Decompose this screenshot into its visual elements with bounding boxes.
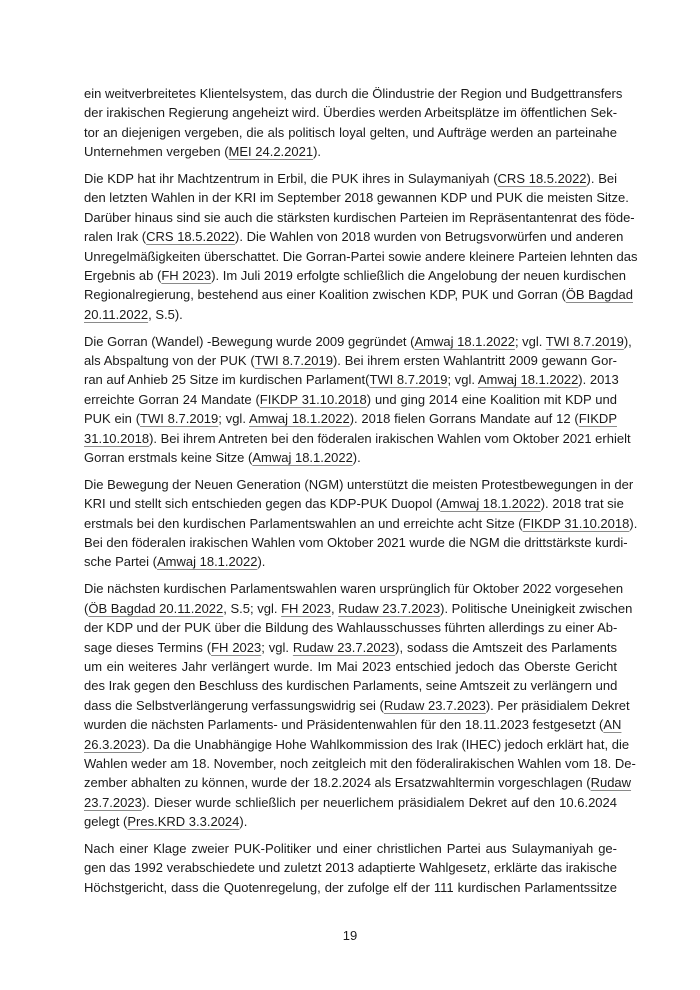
text-segment: des Irak gegen den Beschluss des kurdischen Parlaments, seine Amtszeit zu verlängern und bbox=[84, 678, 618, 694]
paragraph bbox=[84, 579, 636, 831]
text-segment: ). Die Wahlen von 2018 wurden von Betrugsvorwürfen und anderen bbox=[235, 229, 624, 245]
text-segment: Die Bewegung der Neuen Generation (NGM) unterstützt die meisten Protestbewegungen in der bbox=[84, 476, 634, 492]
text-segment: ). Bei ihrem ersten Wahlantritt 2009 gewann Gor- bbox=[332, 353, 617, 369]
text-line bbox=[84, 878, 617, 897]
citation-link[interactable]: FH 2023 bbox=[161, 268, 212, 284]
text-line bbox=[84, 475, 634, 494]
text-line bbox=[84, 657, 617, 676]
text-segment: ). bbox=[629, 515, 638, 531]
text-line bbox=[84, 533, 628, 552]
text-segment: ), bbox=[623, 333, 632, 349]
text-segment: ). bbox=[257, 554, 266, 570]
citation-link[interactable]: 23.7.2023 bbox=[84, 794, 142, 810]
text-line bbox=[84, 793, 617, 812]
citation-link[interactable]: ÖB Bagdad 20.11.2022 bbox=[88, 600, 224, 616]
text-segment: sche Partei ( bbox=[84, 554, 157, 570]
text-segment: ). 2013 bbox=[578, 372, 619, 388]
citation-link[interactable]: Amwaj 18.1.2022 bbox=[477, 372, 579, 388]
text-segment: PUK ein ( bbox=[84, 411, 141, 427]
text-segment: ; vgl. bbox=[218, 411, 250, 427]
text-segment: ). 2018 trat sie bbox=[540, 496, 624, 512]
citation-link[interactable]: FH 2023 bbox=[211, 639, 262, 655]
text-line bbox=[84, 169, 617, 188]
text-segment: Gorran erstmals keine Sitze ( bbox=[84, 450, 253, 466]
citation-link[interactable]: TWI 8.7.2019 bbox=[545, 333, 624, 349]
text-segment: ein weitverbreitetes Klientelsystem, das durch die Ölindustrie der Region und Budgettransfers bbox=[84, 86, 623, 101]
text-line bbox=[84, 142, 617, 161]
citation-link[interactable]: CRS 18.5.2022 bbox=[146, 229, 236, 245]
text-segment: der KDP und der PUK über die Bildung des Wahlausschusses führten allerdings zu einer Ab- bbox=[84, 620, 618, 636]
text-segment: ). Bei ihrem Antreten bei den föderalen irakischen Wahlen vom Oktober 2021 erhielt bbox=[149, 430, 631, 446]
text-segment: Unternehmen vergeben ( bbox=[84, 144, 229, 160]
citation-link[interactable]: FIKDP bbox=[578, 411, 617, 427]
text-segment: als Abspaltung von der PUK ( bbox=[84, 353, 255, 369]
paragraph bbox=[84, 839, 617, 897]
text-line bbox=[84, 715, 622, 734]
text-segment: ). Per präsidialem Dekret bbox=[485, 697, 630, 713]
text-segment: ( bbox=[84, 600, 89, 616]
text-segment: ). bbox=[239, 814, 248, 830]
text-segment: Regionalregierung, bestehend aus einer Koalition zwischen KDP, PUK und Gorran ( bbox=[84, 287, 566, 303]
text-segment: ). Bei bbox=[586, 171, 617, 187]
citation-link[interactable]: 31.10.2018 bbox=[84, 430, 150, 446]
text-line bbox=[84, 429, 631, 448]
text-segment: Höchstgericht, dass die Quotenregelung, der zufolge elf der 111 kurdischen Parlamentssitze bbox=[84, 879, 617, 895]
text-line bbox=[84, 208, 635, 227]
text-line bbox=[84, 285, 633, 304]
text-segment: Wahlen weder am 18. November, noch zeitgleich mit den föderalirakischen Wahlen vom 18. De- bbox=[84, 755, 636, 771]
document-body bbox=[84, 84, 638, 905]
text-segment: erstmals bei den kurdischen Parlamentswahlen an und erreichte acht Sitze ( bbox=[84, 515, 523, 531]
text-segment: ). 2018 fielen Gorrans Mandate auf 12 ( bbox=[349, 411, 579, 427]
text-line bbox=[84, 676, 617, 695]
citation-link[interactable]: FIKDP 31.10.2018 bbox=[522, 515, 630, 531]
text-line bbox=[84, 773, 632, 792]
citation-link[interactable]: FH 2023 bbox=[281, 600, 331, 616]
text-segment: ). Politische Uneinigkeit zwischen bbox=[440, 600, 633, 616]
text-segment: sage dieses Termins ( bbox=[84, 639, 212, 655]
text-segment: , S.5; vgl. bbox=[223, 600, 282, 616]
text-line bbox=[84, 839, 617, 858]
paragraph bbox=[84, 475, 638, 572]
text-line bbox=[84, 638, 617, 657]
citation-link[interactable]: 20.11.2022 bbox=[84, 306, 149, 322]
text-segment: wurden die nächsten Parlaments- und Präsidentenwahlen für den 18.11.2023 festgesetzt ( bbox=[84, 717, 604, 733]
text-segment: , S.5). bbox=[148, 306, 183, 322]
text-line bbox=[84, 494, 624, 513]
text-segment: ran auf Anhieb 25 Sitze im kurdischen Parlament( bbox=[84, 372, 370, 388]
text-segment: den letzten Wahlen in der KRI im September 2018 gewannen KDP und PUK die meisten Sitze. bbox=[84, 190, 629, 206]
citation-link[interactable]: ÖB Bagdad bbox=[565, 287, 633, 303]
text-line bbox=[84, 858, 617, 877]
text-line bbox=[84, 266, 627, 285]
text-line bbox=[84, 696, 630, 715]
citation-link[interactable]: Rudaw 23.7.2023 bbox=[292, 639, 396, 655]
text-segment: dass die Selbstverlängerung verfassungswidrig sei ( bbox=[84, 697, 384, 713]
text-segment: Unregelmäßigkeiten überschattet. Die Gorran-Partei sowie andere kleinere Parteien lehnten das bbox=[84, 248, 638, 264]
text-line bbox=[84, 599, 633, 618]
citation-link[interactable]: Rudaw 23.7.2023 bbox=[338, 600, 441, 616]
text-line bbox=[84, 735, 630, 754]
text-segment: erreichte Gorran 24 Mandate ( bbox=[84, 391, 260, 407]
text-segment: ; vgl. bbox=[261, 639, 293, 655]
citation-link[interactable]: TWI 8.7.2019 bbox=[254, 353, 333, 369]
citation-link[interactable]: Amwaj 18.1.2022 bbox=[156, 554, 258, 570]
text-line bbox=[84, 390, 617, 409]
text-segment: ). Im Juli 2019 erfolgte schließlich die Angelobung der neuen kurdischen bbox=[211, 268, 627, 284]
text-line bbox=[84, 409, 617, 428]
text-line bbox=[84, 448, 617, 467]
text-line bbox=[84, 370, 617, 389]
text-segment: ; vgl. bbox=[514, 333, 546, 349]
citation-link[interactable]: CRS 18.5.2022 bbox=[497, 171, 587, 187]
citation-link[interactable]: TWI 8.7.2019 bbox=[140, 411, 219, 427]
text-segment: ), sodass die Amtszeit des Parlaments bbox=[395, 639, 617, 655]
text-segment: um ein weiteres Jahr verlängert wurde. Im Mai 2023 entschied jedoch das Oberste Gericht bbox=[84, 658, 617, 674]
text-segment: , bbox=[330, 600, 339, 616]
text-line bbox=[84, 754, 636, 773]
text-segment: ). bbox=[352, 450, 361, 466]
text-segment: Ergebnis ab ( bbox=[84, 268, 162, 284]
citation-link[interactable]: Rudaw 23.7.2023 bbox=[383, 697, 486, 713]
citation-link[interactable]: AN bbox=[603, 717, 622, 733]
text-line bbox=[84, 84, 623, 103]
text-segment: ). Da die Unabhängige Hohe Wahlkommission des Irak (IHEC) jedoch erklärt hat, die bbox=[141, 736, 630, 752]
citation-link[interactable]: Rudaw bbox=[590, 775, 632, 791]
page-number: 19 bbox=[342, 928, 358, 943]
text-segment: tor an diejenigen vergeben, die als politisch loyal gelten, und Aufträge werden an parteinahe bbox=[84, 124, 617, 140]
citation-link[interactable]: FIKDP 31.10.2018 bbox=[259, 391, 367, 407]
text-segment: ) und ging 2014 eine Koalition mit KDP und bbox=[366, 391, 617, 407]
text-line bbox=[84, 514, 638, 533]
text-segment: ralen Irak ( bbox=[84, 229, 147, 245]
paragraph bbox=[84, 84, 623, 162]
text-line bbox=[84, 332, 632, 351]
text-segment: gen das 1992 verabschiedete und zuletzt 2013 adaptierte Wahlgesetz, erklärte das irakische bbox=[84, 860, 617, 876]
text-segment: Nach einer Klage zweier PUK-Politiker und einer christlichen Partei aus Sulaymaniyah ge- bbox=[84, 840, 617, 856]
text-line bbox=[84, 103, 617, 122]
text-line bbox=[84, 123, 617, 142]
citation-link[interactable]: Pres.KRD 3.3.2024 bbox=[127, 814, 240, 830]
text-segment: Die nächsten kurdischen Parlamentswahlen waren ursprünglich für Oktober 2022 vorgesehen bbox=[84, 581, 624, 597]
text-segment: der irakischen Regierung angeheizt wird. Überdies werden Arbeitsplätze im öffentlichen Sek- bbox=[84, 105, 618, 121]
text-line bbox=[84, 618, 617, 637]
text-segment: Die Gorran (Wandel) -Bewegung wurde 2009 gegründet ( bbox=[84, 333, 415, 349]
text-segment: zember abhalten zu können, wurde der 18.2.2024 als Ersatzwahltermin vorgeschlagen ( bbox=[84, 775, 591, 791]
text-line bbox=[84, 552, 617, 571]
text-segment: KRI und stellt sich entschieden gegen das KDP-PUK Duopol ( bbox=[84, 496, 441, 512]
paragraph bbox=[84, 332, 632, 468]
text-segment: gelegt ( bbox=[84, 814, 128, 830]
text-segment: ; vgl. bbox=[447, 372, 478, 388]
citation-link[interactable]: Amwaj 18.1.2022 bbox=[249, 411, 350, 427]
text-line bbox=[84, 579, 624, 598]
citation-link[interactable]: TWI 8.7.2019 bbox=[369, 372, 448, 388]
text-segment: Die KDP hat ihr Machtzentrum in Erbil, die PUK ihres in Sulaymaniyah ( bbox=[84, 171, 498, 187]
text-segment: ). Dieser wurde schließlich per neuerlichem präsidialem Dekret auf den 10.6.2024 bbox=[141, 794, 617, 810]
text-segment: ). bbox=[313, 144, 322, 160]
text-line bbox=[84, 305, 617, 324]
text-line bbox=[84, 227, 624, 246]
text-line bbox=[84, 188, 629, 207]
text-line bbox=[84, 247, 638, 266]
text-segment: Bei den föderalen irakischen Wahlen vom Oktober 2021 wurde die NGM die drittstärkste kurdi- bbox=[84, 535, 628, 551]
citation-link[interactable]: 26.3.2023 bbox=[84, 736, 142, 752]
citation-link[interactable]: Amwaj 18.1.2022 bbox=[252, 450, 353, 466]
text-line bbox=[84, 812, 617, 831]
text-segment: Darüber hinaus sind sie auch die stärksten kurdischen Parteien im Repräsentantenrat des föde- bbox=[84, 209, 635, 225]
citation-link[interactable]: Amwaj 18.1.2022 bbox=[440, 496, 541, 512]
citation-link[interactable]: MEI 24.2.2021 bbox=[228, 144, 314, 160]
citation-link[interactable]: Amwaj 18.1.2022 bbox=[414, 333, 515, 349]
paragraph bbox=[84, 169, 638, 324]
text-line bbox=[84, 351, 617, 370]
